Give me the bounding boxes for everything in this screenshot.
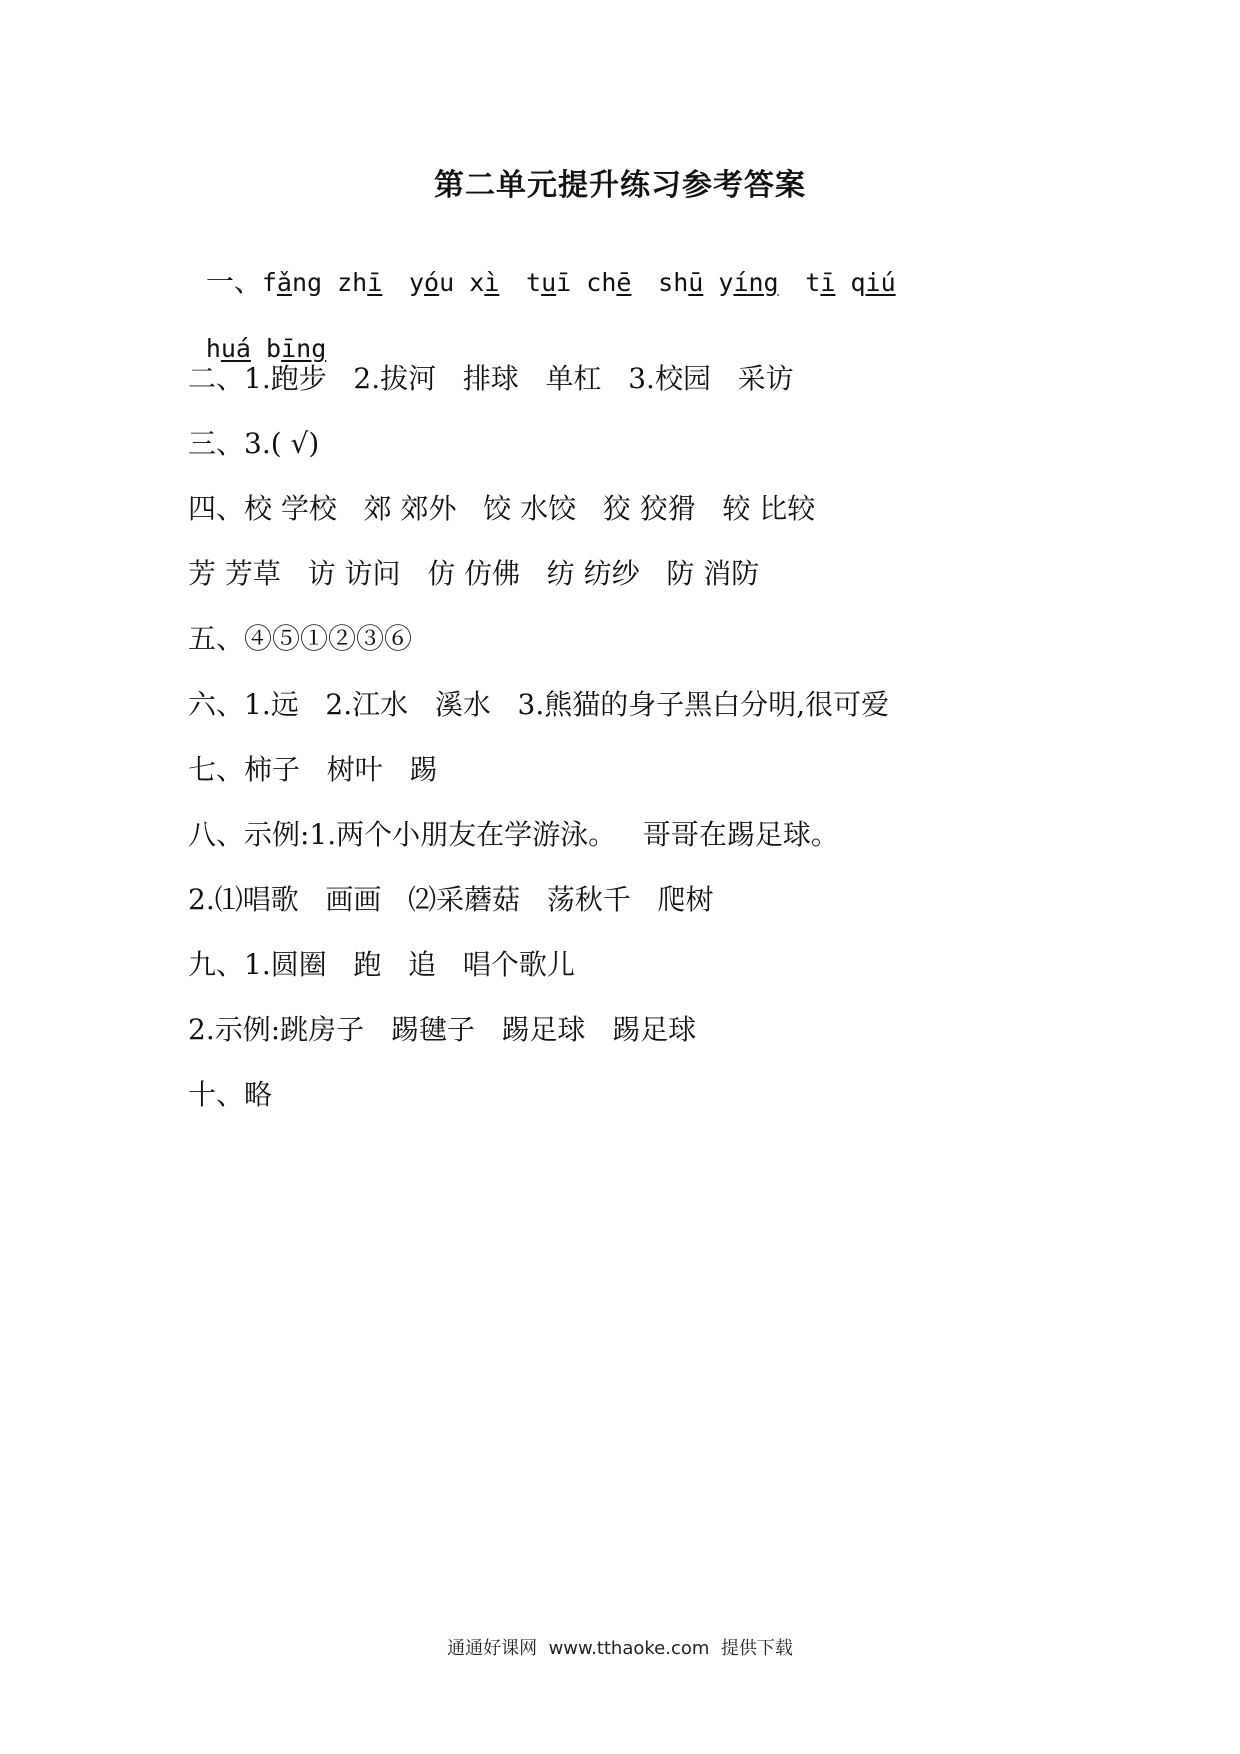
answer-7: 七、柿子 树叶 踢 (188, 753, 438, 786)
answer-5: 五、④⑤①②③⑥ (188, 622, 413, 655)
page-footer: 通通好课网 www.tthaoke.com 提供下载 (447, 1638, 793, 1659)
answer-8-line-1: 八、示例:1.两个小朋友在学游泳。 哥哥在踢足球。 (188, 818, 839, 851)
answer-2: 二、1.跑步 2.拔河 排球 单杠 3.校园 采访 (188, 362, 794, 395)
answer-10: 十、略 (188, 1078, 273, 1111)
answer-9-line-1: 九、1.圆圈 跑 追 唱个歌儿 (188, 948, 575, 981)
pinyin-word: shū yíng (658, 268, 779, 297)
answer-4-line-1: 四、校 学校 郊 郊外 饺 水饺 狡 狡猾 较 比较 (188, 492, 816, 525)
page-title: 第二单元提升练习参考答案 (434, 168, 806, 203)
answer-3: 三、3.( √) (188, 427, 320, 460)
pinyin-word: tuī chē (526, 268, 632, 297)
pinyin-word: yóu xì (408, 268, 500, 297)
answer-6: 六、1.远 2.江水 溪水 3.熊猫的身子黑白分明,很可爱 (188, 688, 890, 721)
answer-1-line-2 (188, 297, 326, 366)
pinyin-word: tī qiú (805, 268, 896, 297)
answer-1-line-1 (188, 231, 896, 300)
pinyin-word: fǎng zhī (261, 268, 383, 297)
answer-4-line-2: 芳 芳草 访 访问 仿 仿佛 纺 纺纱 防 消防 (188, 557, 760, 590)
pinyin-word: huá bīng (205, 334, 327, 363)
answer-9-line-2: 2.示例:跳房子 踢毽子 踢足球 踢足球 (188, 1013, 697, 1046)
answer-8-line-2: 2.⑴唱歌 画画 ⑵采蘑菇 荡秋千 爬树 (188, 883, 714, 916)
section-label: 一、 (205, 265, 262, 298)
